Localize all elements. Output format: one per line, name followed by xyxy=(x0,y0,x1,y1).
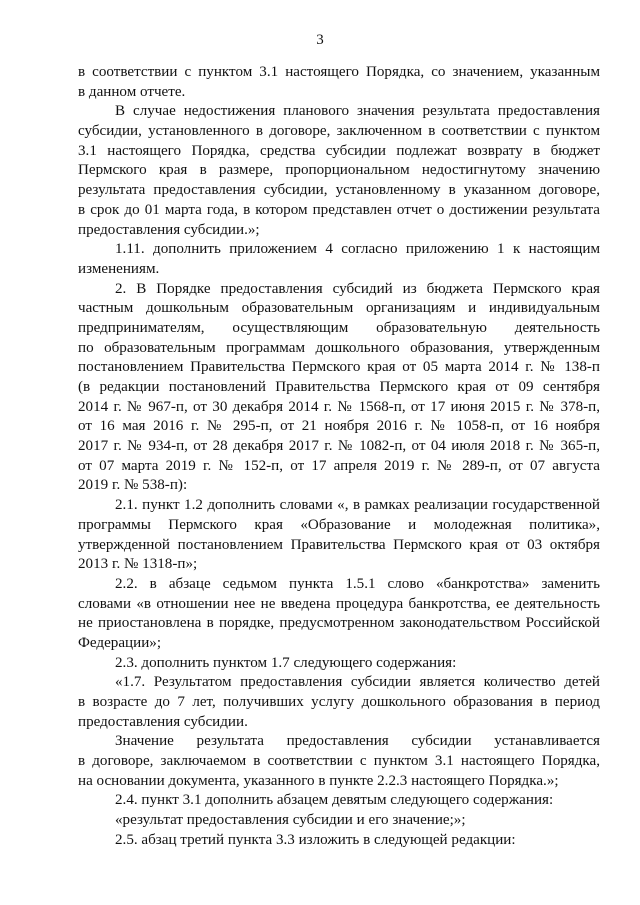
text-line: 2.4. пункт 3.1 дополнить абзацем девятым следующего содержания: xyxy=(115,792,554,809)
text-line: результата предоставления субсидии, установленному в указанном договоре, xyxy=(78,182,600,199)
text-line: 1.11. дополнить приложением 4 согласно приложению 1 к настоящим xyxy=(115,241,600,258)
text-line: Пермского края в размере, пропорциональном недостигнутому значению xyxy=(78,162,600,179)
text-line: постановлением Правительства Пермского края от 05 марта 2014 г. № 138-п xyxy=(78,359,600,376)
text-line: от 07 марта 2019 г. № 152-п, от 17 апреля 2019 г. № 289-п, от 07 августа xyxy=(78,457,600,474)
text-line: 2.3. дополнить пунктом 1.7 следующего содержания: xyxy=(115,654,457,671)
text-line: 2014 г. № 967-п, от 30 декабря 2014 г. № 1568-п, от 17 июня 2015 г. № 378-п, xyxy=(78,398,600,415)
text-line: предоставления субсидии.»; xyxy=(78,221,260,238)
text-line: В случае недостижения планового значения результата предоставления xyxy=(115,103,600,120)
text-line: 2019 г. № 538-п): xyxy=(78,477,188,494)
text-line: 2.2. в абзаце седьмом пункта 1.5.1 слово «банкротства» заменить xyxy=(115,575,600,592)
text-line: в возрасте до 7 лет, получивших услугу дошкольного образования в период xyxy=(78,694,600,710)
text-line: предпринимателям, осуществляющим образовательную деятельность xyxy=(78,319,600,336)
text-line: (в редакции постановлений Правительства Пермского края от 09 сентября xyxy=(78,379,600,395)
text-line: 2013 г. № 1318-п»; xyxy=(78,556,198,573)
text-line: Значение результата предоставления субсидии устанавливается xyxy=(115,733,600,750)
text-line: 2.1. пункт 1.2 дополнить словами «, в рамках реализации государственной xyxy=(115,497,600,514)
text-line: «1.7. Результатом предоставления субсидии является количество детей xyxy=(115,674,600,691)
text-line: 2. В Порядке предоставления субсидий из бюджета Пермского края xyxy=(115,280,600,297)
text-line: по образовательным программам дошкольного образования, утвержденным xyxy=(78,339,600,356)
document-body xyxy=(78,63,600,851)
text-line: субсидии, установленного в договоре, заключенном в соответствии с пунктом xyxy=(78,123,600,140)
text-line: в срок до 01 марта года, в котором представлен отчет о достижении результата xyxy=(78,201,600,218)
text-line: в договоре, заключаемом в соответствии с пунктом 3.1 настоящего Порядка, xyxy=(78,753,600,770)
text-line: утвержденной постановлением Правительства Пермского края от 03 октября xyxy=(78,536,600,553)
text-line: программы Пермского края «Образование и молодежная политика», xyxy=(78,516,600,533)
text-line: 2017 г. № 934-п, от 28 декабря 2017 г. № 1082-п, от 04 июля 2018 г. № 365-п, xyxy=(78,438,600,455)
text-line: «результат предоставления субсидии и его значение;»; xyxy=(115,812,466,829)
text-line: Федерации»; xyxy=(78,634,162,651)
text-line: на основании документа, указанного в пункте 2.2.3 настоящего Порядка.»; xyxy=(78,772,559,789)
text-line: в соответствии с пунктом 3.1 настоящего Порядка, со значением, указанным xyxy=(78,64,600,80)
text-line: частным дошкольным образовательным организациям и индивидуальным xyxy=(78,300,600,317)
text-line: 2.5. абзац третий пункта 3.3 изложить в следующей редакции: xyxy=(115,831,516,848)
text-line: словами «в отношении нее не введена процедура банкротства, ее деятельность xyxy=(78,595,600,612)
text-line: в данном отчете. xyxy=(78,83,186,100)
text-line: не приостановлена в порядке, предусмотренном законодательством Российской xyxy=(78,615,600,632)
text-line: изменениям. xyxy=(78,260,160,277)
text-line: от 16 мая 2016 г. № 295-п, от 21 ноября 2016 г. № 1058-п, от 16 ноября xyxy=(78,418,600,435)
text-line: предоставления субсидии. xyxy=(78,713,248,730)
text-line: 3.1 настоящего Порядка, средства субсидии подлежат возврату в бюджет xyxy=(78,142,600,159)
page-number: 3 xyxy=(316,32,324,48)
